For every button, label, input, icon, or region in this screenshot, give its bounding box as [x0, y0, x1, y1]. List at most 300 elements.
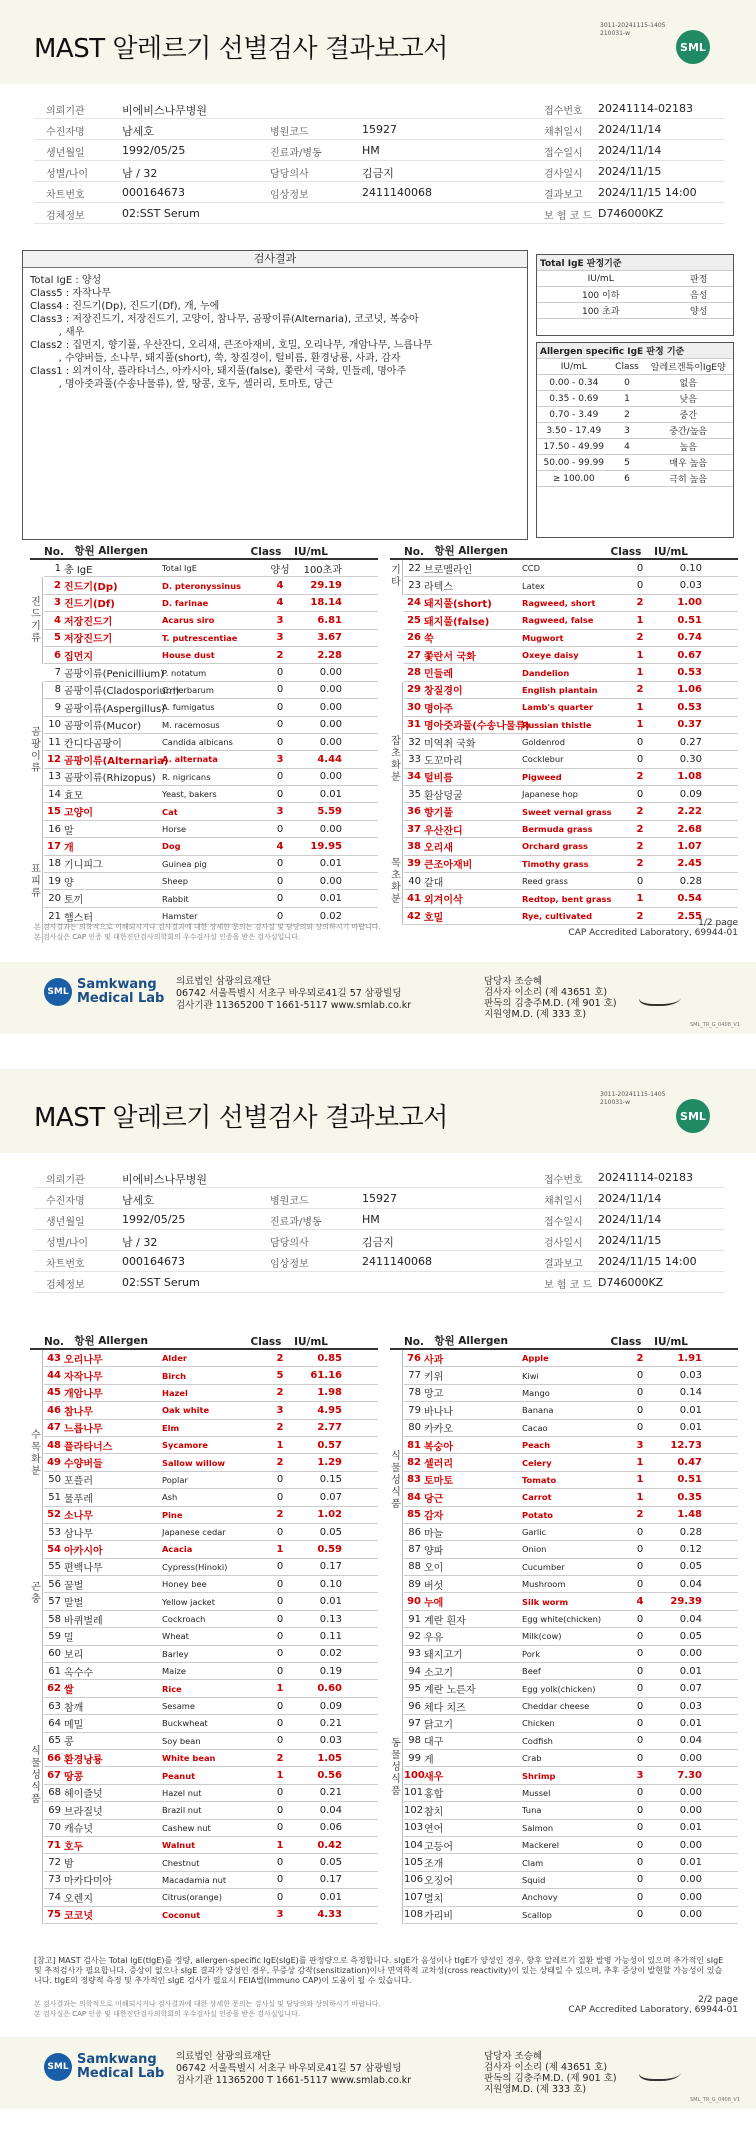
- allergen-name-en: Beef: [522, 1666, 541, 1677]
- allergen-name-en: Yellow jacket: [162, 1596, 215, 1607]
- allergen-row: [44, 717, 378, 734]
- allergen-class: 0: [276, 1665, 284, 1677]
- allergen-name-kr: 오리나무: [64, 1354, 103, 1366]
- result-title: 검사결과: [23, 251, 527, 268]
- allergen-row: [404, 1715, 738, 1732]
- allergen-name-en: Crab: [522, 1753, 542, 1764]
- allergen-iu: 61.16: [310, 1370, 342, 1382]
- notice-line-2: 본 검사실은 CAP 인증 및 대한진단검사의학회의 우수검사실 인증을 받은 검사실입니다.: [34, 2010, 301, 2018]
- allergen-no: 1: [54, 562, 61, 574]
- allergen-name-kr: 환경낭룡: [64, 1754, 103, 1766]
- allergen-class: 0: [276, 736, 284, 748]
- allergen-name-kr: 라텍스: [424, 582, 453, 594]
- allergen-no: 94: [408, 1665, 421, 1677]
- allergen-no: 85: [407, 1509, 421, 1521]
- allergen-iu: 0.02: [319, 1648, 342, 1660]
- allergen-iu: 1.06: [677, 684, 702, 696]
- allergen-name-en: Poplar: [162, 1474, 188, 1485]
- allergen-name-kr: 명아주: [424, 703, 453, 715]
- allergen-class: 2: [636, 771, 644, 783]
- allergen-row: [44, 1889, 378, 1906]
- allergen-class: 2: [276, 1752, 284, 1764]
- allergen-class: 0: [636, 1404, 644, 1416]
- allergen-name-en: R. nigricans: [162, 771, 211, 782]
- allergen-name-en: Barley: [162, 1648, 189, 1659]
- allergen-iu: 0.00: [679, 1839, 702, 1851]
- samkwang-logo: SML Samkwang Medical Lab: [44, 978, 164, 1006]
- allergen-no: 83: [407, 1474, 421, 1486]
- allergen-row: [404, 1802, 738, 1819]
- allergen-row: [404, 1837, 738, 1854]
- signatories: 담당자 조승혜 검사자 이소리 (제 43651 호) 판독의 김충주M.D. (제 901 호) 지원영M.D. (제 333 호): [484, 976, 617, 1020]
- allergen-name-en: Acarus siro: [162, 615, 215, 626]
- allergen-no: 71: [47, 1839, 61, 1851]
- allergen-name-en: Dog: [162, 841, 181, 852]
- allergen-iu: 1.48: [677, 1509, 702, 1521]
- allergen-name-en: Oxeye daisy: [522, 650, 579, 661]
- allergen-no: 66: [47, 1752, 61, 1764]
- allergen-class: 2: [636, 632, 644, 644]
- allergen-no: 4: [54, 614, 61, 626]
- allergen-name-en: Lamb's quarter: [522, 702, 594, 713]
- allergen-row: [404, 1820, 738, 1837]
- allergen-name-kr: 창질경이: [424, 686, 463, 698]
- allergen-class: 0: [636, 1613, 644, 1625]
- allergen-table-1-right: [390, 546, 738, 925]
- allergen-no: 69: [48, 1804, 61, 1816]
- allergen-class: 0: [276, 1804, 284, 1816]
- allergen-name-kr: 쫓란서 국화: [424, 651, 476, 663]
- allergen-iu: 0.03: [679, 580, 702, 592]
- allergen-iu: 1.05: [317, 1752, 342, 1764]
- allergen-class: 2: [636, 823, 644, 835]
- allergen-name-kr: 브로멜라인: [424, 564, 473, 576]
- allergen-no: 19: [48, 875, 61, 887]
- allergen-name-kr: 향기풀: [424, 808, 453, 820]
- allergen-name-en: Candida albicans: [162, 737, 233, 748]
- allergen-name-kr: 보리: [64, 1650, 84, 1662]
- allergen-iu: 3.67: [317, 632, 342, 644]
- allergen-name-en: Sallow willow: [162, 1457, 226, 1468]
- allergen-name-en: Hazel: [162, 1387, 188, 1398]
- allergen-name-en: Mugwort: [522, 632, 564, 643]
- allergen-no: 74: [48, 1891, 61, 1903]
- allergen-class: 1: [636, 614, 644, 626]
- report-title: MAST 알레르기 선별검사 결과보고서: [34, 1103, 448, 1133]
- allergen-name-en: Dandelion: [522, 667, 570, 678]
- allergen-no: 27: [407, 649, 421, 661]
- allergen-row: [404, 1733, 738, 1750]
- allergen-class: 1: [636, 719, 644, 731]
- page-indicator: 1/2 page CAP Accredited Laboratory, 69944-01: [568, 918, 738, 938]
- allergen-class: 0: [636, 1648, 644, 1660]
- allergen-class: 0: [636, 1909, 644, 1921]
- allergen-no: 52: [47, 1509, 61, 1521]
- allergen-class: 1: [636, 1491, 644, 1503]
- allergen-name-kr: 소나무: [64, 1511, 93, 1523]
- allergen-row: [44, 1454, 378, 1471]
- allergen-class: 0: [636, 1874, 644, 1886]
- allergen-no: 25: [407, 614, 421, 626]
- allergen-iu: 0.00: [679, 1752, 702, 1764]
- allergen-class: 0: [276, 1613, 284, 1625]
- allergen-name-en: House dust: [162, 650, 215, 661]
- allergen-iu: 0.30: [679, 753, 702, 765]
- allergen-row: [44, 1750, 378, 1767]
- allergen-row: [44, 1576, 378, 1593]
- allergen-no: 57: [48, 1596, 61, 1608]
- allergen-row: [404, 664, 738, 681]
- allergen-class: 3: [636, 1439, 644, 1451]
- allergen-name-kr: 셀러리: [424, 1459, 453, 1471]
- allergen-name-en: Elm: [162, 1422, 180, 1433]
- allergen-name-en: Ash: [162, 1492, 178, 1503]
- allergen-class: 3: [276, 753, 284, 765]
- form-code: SML_TR_G_0408_V1: [690, 2097, 741, 2103]
- allergen-iu: 0.01: [319, 1891, 342, 1903]
- allergen-class: 2: [276, 1387, 284, 1399]
- allergen-name-kr: 진드기(Dp): [64, 582, 118, 594]
- allergen-row: [44, 630, 378, 647]
- allergen-group-label: 곤충: [30, 1559, 43, 1629]
- allergen-no: 72: [48, 1857, 61, 1869]
- allergen-class: 2: [636, 806, 644, 818]
- column-header: IU/mL: [294, 546, 328, 558]
- allergen-no: 32: [408, 736, 421, 748]
- allergen-name-en: D. pteronyssinus: [162, 580, 242, 591]
- allergen-name-kr: 햄스터: [64, 912, 93, 924]
- allergen-name-kr: 돼지풀(false): [424, 616, 490, 628]
- allergen-class: 1: [636, 649, 644, 661]
- allergen-name-en: Chestnut: [162, 1857, 200, 1868]
- allergen-row: [404, 1854, 738, 1871]
- allergen-name-kr: 곰팡이류(Cladosporium): [64, 686, 180, 698]
- allergen-no: 59: [48, 1630, 61, 1642]
- allergen-row: [44, 856, 378, 873]
- allergen-name-kr: 돼지풀(short): [424, 599, 492, 611]
- allergen-no: 98: [408, 1735, 421, 1747]
- allergen-class: 1: [276, 1543, 284, 1555]
- allergen-row: [404, 769, 738, 786]
- allergen-name-kr: 오리새: [424, 842, 453, 854]
- allergen-group-label: 표피류: [30, 821, 43, 943]
- allergen-iu: 0.00: [679, 1804, 702, 1816]
- allergen-iu: 0.01: [319, 893, 342, 905]
- allergen-name-kr: 삼나무: [64, 1528, 93, 1540]
- allergen-name-en: Carrot: [522, 1492, 552, 1503]
- allergen-iu: 0.07: [679, 1683, 702, 1695]
- allergen-no: 41: [407, 893, 421, 905]
- allergen-name-en: Horse: [162, 824, 187, 835]
- allergen-name-en: Cacao: [522, 1422, 548, 1433]
- allergen-name-kr: 미역취 국화: [424, 738, 476, 750]
- allergen-name-kr: 돼지고기: [424, 1650, 463, 1662]
- notice-line-1: 본 검사결과는 의학적으로 이해되시거나 검사결과에 대한 상세한 문의는 검사실 및 담당의와 상의하시기 바랍니다.: [34, 2000, 381, 2008]
- allergen-iu: 0.04: [679, 1578, 702, 1590]
- allergen-row: [404, 1385, 738, 1402]
- allergen-iu: 0.47: [677, 1457, 702, 1469]
- allergen-no: 90: [407, 1596, 421, 1608]
- allergen-iu: 4.44: [317, 753, 342, 765]
- allergen-row: [44, 1907, 378, 1924]
- allergen-name-en: Russian thistle: [522, 719, 592, 730]
- allergen-name-kr: 오렌지: [64, 1893, 93, 1905]
- allergen-iu: 19.95: [310, 840, 342, 852]
- allergen-class: 0: [636, 1630, 644, 1642]
- allergen-name-kr: 브라질넛: [64, 1806, 103, 1818]
- allergen-no: 13: [48, 771, 61, 783]
- allergen-name-en: Chicken: [522, 1718, 555, 1729]
- criteria-row: ≥ 100.00 6 극히 높음: [537, 471, 733, 487]
- sml-logo-icon: SML: [44, 978, 72, 1006]
- allergen-row: [404, 1507, 738, 1524]
- allergen-iu: 0.01: [679, 1665, 702, 1677]
- allergen-iu: 5.59: [317, 806, 342, 818]
- allergen-name-kr: 진드기(Df): [64, 599, 115, 611]
- allergen-no: 55: [48, 1561, 61, 1573]
- allergen-name-kr: 집먼지: [64, 651, 93, 663]
- allergen-iu: 0.10: [679, 562, 702, 574]
- allergen-name-kr: 양파: [424, 1545, 444, 1557]
- allergen-name-kr: 카카오: [424, 1424, 453, 1436]
- allergen-class: 2: [636, 910, 644, 922]
- allergen-class: 0: [636, 1561, 644, 1573]
- lab-address: 의료법인 삼광의료재단 06742 서울특별시 서초구 바우뫼로41길 57 삼광빌딩 검사기관 11365200 T 1661-5117 www.smlab.co.kr: [176, 2051, 412, 2086]
- allergen-row: [404, 1646, 738, 1663]
- allergen-class: 0: [276, 1648, 284, 1660]
- allergen-class: 0: [276, 719, 284, 731]
- allergen-name-en: Tomato: [522, 1474, 557, 1485]
- allergen-class: 0: [276, 1874, 284, 1886]
- allergen-iu: 0.00: [679, 1909, 702, 1921]
- allergen-no: 89: [408, 1578, 421, 1590]
- allergen-no: 61: [48, 1665, 61, 1677]
- allergen-name-kr: 아카시아: [64, 1545, 103, 1557]
- allergen-class: 0: [276, 1596, 284, 1608]
- allergen-class: 1: [636, 1457, 644, 1469]
- allergen-name-en: Guinea pig: [162, 858, 207, 869]
- allergen-class: 3: [636, 1770, 644, 1782]
- allergen-name-en: Egg white(chicken): [522, 1614, 602, 1625]
- allergen-class: 0: [276, 1561, 284, 1573]
- allergen-name-kr: 복숭아: [424, 1441, 453, 1453]
- allergen-no: 38: [407, 840, 421, 852]
- column-header: 항원 Allergen: [434, 545, 508, 557]
- allergen-row: [404, 1454, 738, 1471]
- allergen-class: 2: [636, 1509, 644, 1521]
- allergen-group-label: 곰팡이류: [30, 682, 43, 821]
- allergen-row: [404, 560, 738, 577]
- allergen-name-kr: 쌀: [64, 1685, 74, 1697]
- allergen-row: [44, 1541, 378, 1558]
- allergen-no: 15: [47, 806, 61, 818]
- allergen-name-en: T. putrescentiae: [162, 632, 238, 643]
- allergen-no: 34: [407, 771, 421, 783]
- allergen-class: 양성: [270, 564, 290, 576]
- allergen-name-kr: 큰조아재비: [424, 860, 473, 872]
- allergen-name-kr: 닭고기: [424, 1719, 453, 1731]
- allergen-row: [44, 1837, 378, 1854]
- allergen-no: 96: [408, 1700, 421, 1712]
- allergen-iu: 0.01: [679, 1404, 702, 1416]
- allergen-name-kr: 꿀벌: [64, 1580, 84, 1592]
- document-id: 3011-20241115-1405 210031-w: [600, 1091, 666, 1106]
- allergen-no: 75: [47, 1909, 61, 1921]
- allergen-name-kr: 수양버들: [64, 1459, 103, 1471]
- allergen-class: 0: [636, 1387, 644, 1399]
- allergen-iu: 0.06: [319, 1822, 342, 1834]
- allergen-row: [44, 1559, 378, 1576]
- allergen-no: 35: [408, 788, 421, 800]
- allergen-name-en: Soy bean: [162, 1735, 201, 1746]
- allergen-name-kr: 개암나무: [64, 1389, 103, 1401]
- allergen-class: 0: [276, 1700, 284, 1712]
- allergen-name-kr: 홍합: [424, 1789, 444, 1801]
- allergen-row: [44, 1872, 378, 1889]
- allergen-name-en: A. alternata: [162, 754, 218, 765]
- allergen-name-kr: 새우: [424, 1772, 444, 1784]
- allergen-no: 5: [54, 632, 61, 644]
- allergen-no: 77: [408, 1370, 421, 1382]
- lab-address: 의료법인 삼광의료재단 06742 서울특별시 서초구 바우뫼로41길 57 삼광빌딩 검사기관 11365200 T 1661-5117 www.smlab.co.kr: [176, 976, 412, 1011]
- allergen-name-en: Ragweed, false: [522, 615, 594, 626]
- column-header: 항원 Allergen: [74, 1335, 148, 1347]
- allergen-class: 0: [636, 1839, 644, 1851]
- allergen-no: 2: [54, 580, 61, 592]
- allergen-row: [44, 1472, 378, 1489]
- allergen-class: 3: [276, 1404, 284, 1416]
- allergen-no: 81: [407, 1439, 421, 1451]
- allergen-row: [404, 890, 738, 907]
- reference-note: [참고] MAST 검사는 Total IgE(tIgE)를 정량, allergen-specific IgE(sIgE)를 판정량으로 측정합니다. sIgE가 음성이나 tIgE가 양성인 경우, 향후 알레르기 질환 발병 가능성이 있으며 추가적인 sIgE 및 추적검사가 필요합니다. 증상이 없으나 sIgE 결과가 양성인 경우, 무증상 감작(sensitization)이나 면역학적 교차성(cross reactivity)이 있는 상태일 수 있으며, 추후 증상이 발현할 가능성이 있습니다. tIgE의 정량적 측정 및 추가적인 sIgE 검사가 필요시 FEIA법(Immuno CAP)이 도움이 될 수 있습니다.: [34, 1956, 724, 1985]
- allergen-iu: 7.30: [677, 1770, 702, 1782]
- allergen-iu: 0.05: [679, 1630, 702, 1642]
- column-header: No.: [44, 1336, 64, 1348]
- allergen-name-en: Ragweed, short: [522, 597, 596, 608]
- allergen-name-en: Sesame: [162, 1701, 195, 1711]
- allergen-name-kr: 호두: [64, 1841, 84, 1853]
- table-header: [30, 1336, 378, 1350]
- allergen-no: 53: [48, 1526, 61, 1538]
- allergen-name-kr: 마카다미아: [64, 1876, 113, 1888]
- allergen-no: 63: [48, 1700, 61, 1712]
- allergen-no: 97: [408, 1717, 421, 1729]
- allergen-no: 31: [407, 719, 421, 731]
- allergen-name-en: Silk worm: [522, 1596, 569, 1607]
- allergen-name-kr: 밤: [64, 1859, 74, 1871]
- allergen-row: [404, 873, 738, 890]
- allergen-iu: 100초과: [303, 564, 342, 576]
- allergen-group-label: 식물성식품: [390, 1350, 403, 1611]
- allergen-row: [44, 838, 378, 855]
- allergen-name-kr: 도꼬마리: [424, 755, 463, 767]
- allergen-name-en: Bermuda grass: [522, 824, 593, 835]
- allergen-no: 91: [408, 1613, 421, 1625]
- allergen-iu: 0.04: [679, 1613, 702, 1625]
- allergen-no: 102: [404, 1804, 424, 1816]
- allergen-iu: 0.12: [679, 1543, 702, 1555]
- allergen-class: 4: [276, 840, 284, 852]
- allergen-name-en: Latex: [522, 580, 545, 591]
- allergen-name-en: Salmon: [522, 1822, 554, 1833]
- allergen-name-kr: 곰팡이류(Mucor): [64, 721, 142, 733]
- allergen-name-en: Shrimp: [522, 1770, 556, 1781]
- allergen-name-en: Cockroach: [162, 1614, 206, 1625]
- allergen-name-kr: 계란 흰자: [424, 1615, 466, 1627]
- allergen-name-kr: 땅콩: [64, 1772, 84, 1784]
- allergen-iu: 0.00: [679, 1891, 702, 1903]
- allergen-name-kr: 소고기: [424, 1667, 453, 1679]
- allergen-no: 14: [48, 788, 61, 800]
- allergen-iu: 0.60: [317, 1683, 342, 1695]
- allergen-name-kr: 고양이: [64, 808, 93, 820]
- allergen-name-kr: 버섯: [424, 1580, 444, 1592]
- allergen-row: [44, 647, 378, 664]
- allergen-group-label: 동물성식품: [390, 1611, 403, 1924]
- allergen-no: 29: [407, 684, 421, 696]
- allergen-iu: 0.01: [319, 1596, 342, 1608]
- allergen-class: 0: [276, 701, 284, 713]
- allergen-no: 11: [48, 736, 61, 748]
- allergen-class: 0: [636, 1822, 644, 1834]
- allergen-name-en: Citrus(orange): [162, 1892, 223, 1903]
- allergen-class: 0: [636, 1752, 644, 1764]
- allergen-row: [404, 1489, 738, 1506]
- allergen-class: 0: [636, 1857, 644, 1869]
- allergen-name-en: Acacia: [162, 1544, 193, 1555]
- allergen-iu: 1.07: [677, 840, 702, 852]
- samkwang-logo: SML Samkwang Medical Lab: [44, 2053, 164, 2081]
- allergen-iu: 0.21: [319, 1787, 342, 1799]
- column-header: IU/mL: [654, 546, 688, 558]
- allergen-name-kr: 플라타너스: [64, 1441, 113, 1453]
- signature-icon: [636, 2061, 685, 2081]
- allergen-class: 1: [276, 1439, 284, 1451]
- allergen-iu: 0.04: [319, 1804, 342, 1816]
- allergen-iu: 0.27: [679, 736, 702, 748]
- allergen-class: 3: [276, 614, 284, 626]
- allergen-iu: 29.39: [670, 1596, 702, 1608]
- allergen-name-kr: 명아줏과풀(수송나물류): [424, 721, 530, 733]
- allergen-row: [44, 1593, 378, 1610]
- allergen-row: [44, 803, 378, 820]
- allergen-row: [44, 873, 378, 890]
- column-header: No.: [404, 546, 424, 558]
- allergen-row: [44, 1680, 378, 1697]
- allergen-iu: 0.67: [677, 649, 702, 661]
- allergen-row: [44, 1489, 378, 1506]
- sml-logo-icon: SML: [676, 1099, 710, 1133]
- report-header: [0, 1069, 756, 1153]
- allergen-name-kr: 자작나무: [64, 1372, 103, 1384]
- column-header: 항원 Allergen: [434, 1335, 508, 1347]
- column-header: Class: [250, 546, 282, 558]
- allergen-no: 73: [48, 1874, 61, 1886]
- allergen-iu: 0.37: [677, 719, 702, 731]
- allergen-row: [44, 890, 378, 907]
- allergen-name-en: Brazil nut: [162, 1805, 202, 1816]
- allergen-class: 0: [636, 1578, 644, 1590]
- allergen-class: 0: [276, 684, 284, 696]
- patient-info: 의뢰기관 비에비스나무병원 접수번호 20241114-02183 수진자명 남세호 병원코드 15927 채취일시 2024/11/14 생년월일 1992/05/25 진료과/병동 HM 접수일시 2024/11/14 성별/나이 남 / 32 담당의사 김금지 검사일시 2024/11/15 차트번호 000164673 임상정보 2411140068 결과보고 2024/11/15 14:00 검체정보 02:SST Serum 보 험 코 드 D746000KZ: [34, 98, 724, 224]
- allergen-row: [404, 1698, 738, 1715]
- allergen-no: 45: [47, 1387, 61, 1399]
- allergen-row: [404, 1907, 738, 1924]
- allergen-iu: 0.03: [319, 1735, 342, 1747]
- allergen-row: [404, 1576, 738, 1593]
- signature-icon: [636, 986, 685, 1006]
- allergen-class: 2: [276, 649, 284, 661]
